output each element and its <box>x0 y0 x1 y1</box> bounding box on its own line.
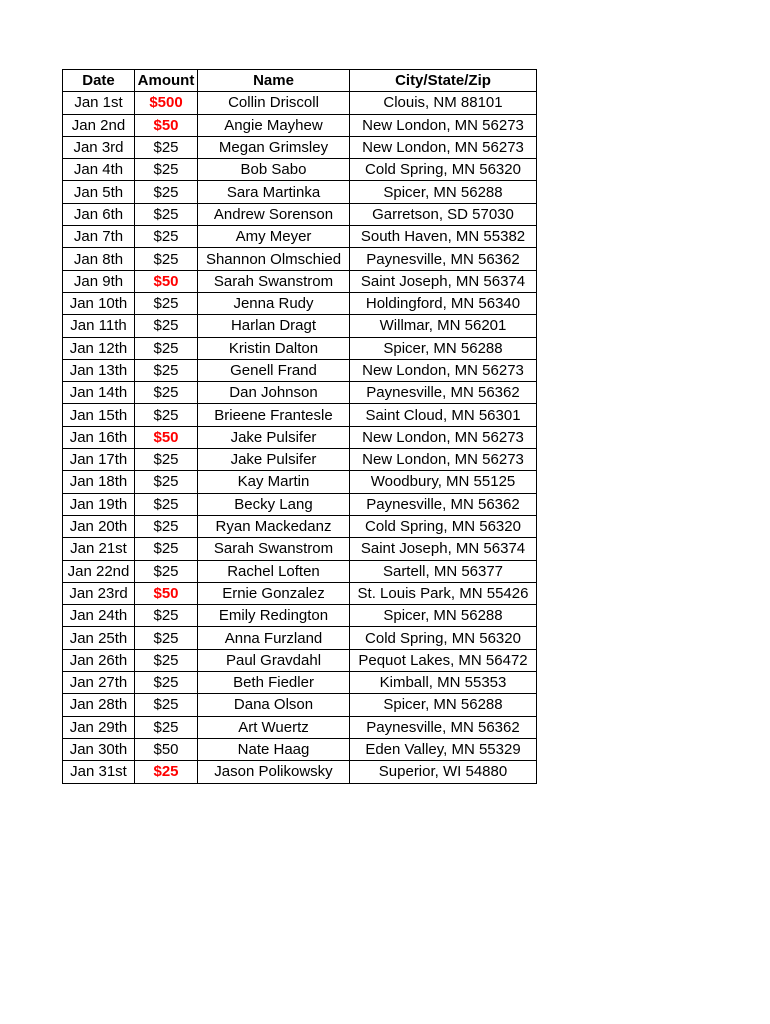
name-cell: Jake Pulsifer <box>198 426 350 448</box>
date-cell: Jan 10th <box>63 292 135 314</box>
amount-cell: $25 <box>135 226 198 248</box>
amount-cell: $25 <box>135 337 198 359</box>
date-cell: Jan 14th <box>63 382 135 404</box>
table-row <box>63 471 537 493</box>
date-cell: Jan 8th <box>63 248 135 270</box>
name-cell: Anna Furzland <box>198 627 350 649</box>
amount-cell: $25 <box>135 694 198 716</box>
table-body <box>63 92 537 783</box>
table-row <box>63 203 537 225</box>
city-state-zip-cell: Saint Joseph, MN 56374 <box>350 270 537 292</box>
table-row <box>63 382 537 404</box>
city-state-zip-cell: Saint Cloud, MN 56301 <box>350 404 537 426</box>
table-row <box>63 248 537 270</box>
amount-cell: $25 <box>135 315 198 337</box>
name-cell: Dana Olson <box>198 694 350 716</box>
amount-cell: $25 <box>135 292 198 314</box>
amount-cell: $25 <box>135 203 198 225</box>
table-row <box>63 270 537 292</box>
date-cell: Jan 22nd <box>63 560 135 582</box>
table-row <box>63 515 537 537</box>
city-state-zip-cell: New London, MN 56273 <box>350 359 537 381</box>
name-cell: Becky Lang <box>198 493 350 515</box>
date-cell: Jan 9th <box>63 270 135 292</box>
header-row <box>63 70 537 92</box>
date-cell: Jan 7th <box>63 226 135 248</box>
name-column-header: Name <box>198 70 350 92</box>
amount-cell: $25 <box>135 560 198 582</box>
city-state-zip-cell: Cold Spring, MN 56320 <box>350 159 537 181</box>
table-row <box>63 449 537 471</box>
date-cell: Jan 19th <box>63 493 135 515</box>
date-cell: Jan 16th <box>63 426 135 448</box>
name-cell: Art Wuertz <box>198 716 350 738</box>
table-row <box>63 337 537 359</box>
city-state-zip-cell: Eden Valley, MN 55329 <box>350 738 537 760</box>
name-cell: Rachel Loften <box>198 560 350 582</box>
date-cell: Jan 13th <box>63 359 135 381</box>
name-cell: Genell Frand <box>198 359 350 381</box>
table-row <box>63 315 537 337</box>
table-row <box>63 226 537 248</box>
city-state-zip-cell: Spicer, MN 56288 <box>350 181 537 203</box>
date-cell: Jan 2nd <box>63 114 135 136</box>
name-cell: Nate Haag <box>198 738 350 760</box>
name-cell: Angie Mayhew <box>198 114 350 136</box>
city-state-zip-cell: New London, MN 56273 <box>350 136 537 158</box>
table-row <box>63 672 537 694</box>
amount-cell: $25 <box>135 136 198 158</box>
city-state-zip-cell: Paynesville, MN 56362 <box>350 382 537 404</box>
amount-cell: $50 <box>135 426 198 448</box>
amount-cell: $25 <box>135 493 198 515</box>
name-cell: Sara Martinka <box>198 181 350 203</box>
table-row <box>63 359 537 381</box>
name-cell: Dan Johnson <box>198 382 350 404</box>
amount-cell: $50 <box>135 114 198 136</box>
city-state-zip-cell: Sartell, MN 56377 <box>350 560 537 582</box>
table-row <box>63 114 537 136</box>
city-state-zip-cell: South Haven, MN 55382 <box>350 226 537 248</box>
amount-cell: $25 <box>135 672 198 694</box>
amount-cell: $25 <box>135 181 198 203</box>
date-cell: Jan 21st <box>63 538 135 560</box>
city-state-zip-cell: Paynesville, MN 56362 <box>350 248 537 270</box>
amount-cell: $50 <box>135 582 198 604</box>
amount-cell: $25 <box>135 761 198 783</box>
name-cell: Brieene Frantesle <box>198 404 350 426</box>
city-state-zip-cell: New London, MN 56273 <box>350 114 537 136</box>
name-cell: Beth Fiedler <box>198 672 350 694</box>
city-state-zip-cell: Superior, WI 54880 <box>350 761 537 783</box>
date-cell: Jan 23rd <box>63 582 135 604</box>
date-cell: Jan 1st <box>63 92 135 114</box>
name-cell: Kristin Dalton <box>198 337 350 359</box>
amount-cell: $25 <box>135 627 198 649</box>
donation-table <box>62 69 537 784</box>
amount-cell: $25 <box>135 404 198 426</box>
name-cell: Bob Sabo <box>198 159 350 181</box>
name-cell: Ryan Mackedanz <box>198 515 350 537</box>
table-row <box>63 627 537 649</box>
name-cell: Paul Gravdahl <box>198 649 350 671</box>
city-state-zip-cell: Paynesville, MN 56362 <box>350 493 537 515</box>
table-row <box>63 493 537 515</box>
table-row <box>63 92 537 114</box>
city-state-zip-cell: St. Louis Park, MN 55426 <box>350 582 537 604</box>
table-row <box>63 404 537 426</box>
date-cell: Jan 30th <box>63 738 135 760</box>
amount-cell: $25 <box>135 649 198 671</box>
name-cell: Kay Martin <box>198 471 350 493</box>
name-cell: Sarah Swanstrom <box>198 538 350 560</box>
name-cell: Jason Polikowsky <box>198 761 350 783</box>
date-cell: Jan 4th <box>63 159 135 181</box>
table-row <box>63 292 537 314</box>
amount-cell: $25 <box>135 159 198 181</box>
city-state-zip-cell: Saint Joseph, MN 56374 <box>350 538 537 560</box>
table-row <box>63 761 537 783</box>
city-state-zip-cell: Kimball, MN 55353 <box>350 672 537 694</box>
date-cell: Jan 26th <box>63 649 135 671</box>
table-row <box>63 538 537 560</box>
date-cell: Jan 29th <box>63 716 135 738</box>
date-cell: Jan 27th <box>63 672 135 694</box>
amount-cell: $50 <box>135 270 198 292</box>
table-row <box>63 136 537 158</box>
city-state-zip-cell: Pequot Lakes, MN 56472 <box>350 649 537 671</box>
date-cell: Jan 15th <box>63 404 135 426</box>
date-cell: Jan 17th <box>63 449 135 471</box>
date-column-header: Date <box>63 70 135 92</box>
name-cell: Amy Meyer <box>198 226 350 248</box>
city-state-zip-cell: Woodbury, MN 55125 <box>350 471 537 493</box>
name-cell: Andrew Sorenson <box>198 203 350 225</box>
date-cell: Jan 12th <box>63 337 135 359</box>
amount-cell: $25 <box>135 515 198 537</box>
amount-column-header: Amount <box>135 70 198 92</box>
date-cell: Jan 3rd <box>63 136 135 158</box>
city-state-zip-cell: Paynesville, MN 56362 <box>350 716 537 738</box>
amount-cell: $25 <box>135 449 198 471</box>
table-row <box>63 738 537 760</box>
table-row <box>63 694 537 716</box>
table-row <box>63 181 537 203</box>
name-cell: Jake Pulsifer <box>198 449 350 471</box>
date-cell: Jan 6th <box>63 203 135 225</box>
date-cell: Jan 31st <box>63 761 135 783</box>
amount-cell: $25 <box>135 716 198 738</box>
city-state-zip-cell: Willmar, MN 56201 <box>350 315 537 337</box>
name-cell: Harlan Dragt <box>198 315 350 337</box>
city-state-zip-cell: New London, MN 56273 <box>350 449 537 471</box>
table-row <box>63 716 537 738</box>
table-row <box>63 560 537 582</box>
amount-cell: $25 <box>135 382 198 404</box>
amount-cell: $25 <box>135 538 198 560</box>
date-cell: Jan 18th <box>63 471 135 493</box>
name-cell: Shannon Olmschied <box>198 248 350 270</box>
table-row <box>63 426 537 448</box>
table-row <box>63 605 537 627</box>
name-cell: Jenna Rudy <box>198 292 350 314</box>
date-cell: Jan 20th <box>63 515 135 537</box>
city-state-zip-cell: Spicer, MN 56288 <box>350 605 537 627</box>
city-state-zip-cell: Cold Spring, MN 56320 <box>350 515 537 537</box>
city-column-header: City/State/Zip <box>350 70 537 92</box>
amount-cell: $25 <box>135 248 198 270</box>
table-row <box>63 649 537 671</box>
city-state-zip-cell: Spicer, MN 56288 <box>350 337 537 359</box>
table-row <box>63 159 537 181</box>
amount-cell: $25 <box>135 605 198 627</box>
date-cell: Jan 11th <box>63 315 135 337</box>
name-cell: Collin Driscoll <box>198 92 350 114</box>
amount-cell: $50 <box>135 738 198 760</box>
name-cell: Megan Grimsley <box>198 136 350 158</box>
city-state-zip-cell: Spicer, MN 56288 <box>350 694 537 716</box>
amount-cell: $500 <box>135 92 198 114</box>
date-cell: Jan 24th <box>63 605 135 627</box>
amount-cell: $25 <box>135 359 198 381</box>
city-state-zip-cell: Clouis, NM 88101 <box>350 92 537 114</box>
city-state-zip-cell: Holdingford, MN 56340 <box>350 292 537 314</box>
date-cell: Jan 28th <box>63 694 135 716</box>
table-row <box>63 582 537 604</box>
date-cell: Jan 25th <box>63 627 135 649</box>
city-state-zip-cell: Garretson, SD 57030 <box>350 203 537 225</box>
name-cell: Emily Redington <box>198 605 350 627</box>
name-cell: Sarah Swanstrom <box>198 270 350 292</box>
date-cell: Jan 5th <box>63 181 135 203</box>
name-cell: Ernie Gonzalez <box>198 582 350 604</box>
amount-cell: $25 <box>135 471 198 493</box>
city-state-zip-cell: Cold Spring, MN 56320 <box>350 627 537 649</box>
city-state-zip-cell: New London, MN 56273 <box>350 426 537 448</box>
